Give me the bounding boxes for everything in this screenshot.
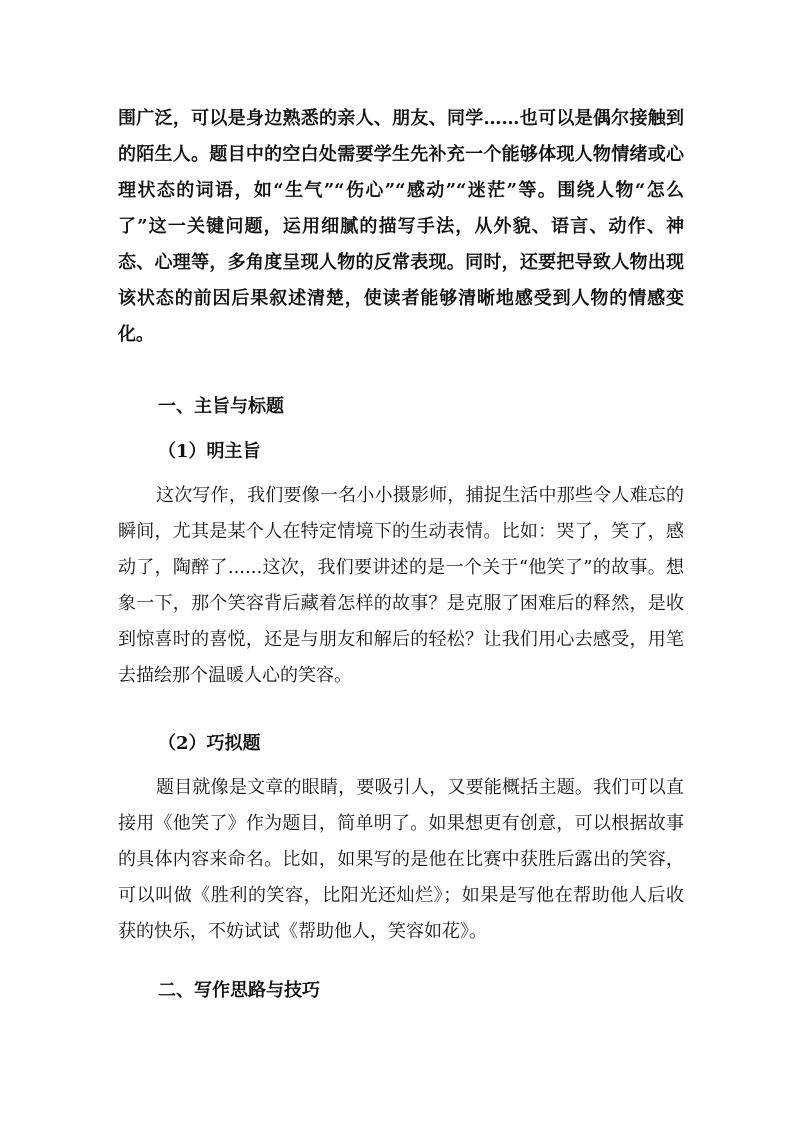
section-heading-writing-ideas: 二、写作思路与技巧 — [158, 980, 320, 1001]
title-paragraph: 题目就像是文章的眼睛，要吸引人，又要能概括主题。我们可以直接用《他笑了》作为题目，简单明了。如果想更有创意，可以根据故事的具体内容来命名。比如，如果写的是他在比赛中获胜后露出的笑容，可以叫做《胜利的笑容，比阳光还灿烂》；如果是写他在帮助他人后收获的快乐，不妨试试《帮助他人，笑容如花》。 — [118, 777, 684, 942]
subheading-draft-title: （2）巧拟题 — [158, 733, 261, 754]
intro-paragraph: 围广泛，可以是身边熟悉的亲人、朋友、同学……也可以是偶尔接触到的陌生人。题目中的空白处需要学生先补充一个能够体现人物情绪或心理状态的词语，如“生气”“伤心”“感动”“迷茫”等。围绕人物“怎么了”这一关键问题，运用细腻的描写手法，从外貌、语言、动作、神态、心理等，多角度呈现人物的反常表现。同时，还要把导致人物出现该状态的前因后果叙述清楚，使读者能够清晰地感受到人物的情感变化。 — [118, 108, 684, 345]
subheading-clarify-theme: （1）明主旨 — [158, 441, 261, 462]
theme-paragraph: 这次写作，我们要像一名小小摄影师，捕捉生活中那些令人难忘的瞬间，尤其是某个人在特定情境下的生动表情。比如：哭了，笑了，感动了，陶醉了......这次，我们要讲述的是一个关于“他笑了”的故事。想象一下，那个笑容背后藏着怎样的故事？是克服了困难后的释然，是收到惊喜时的喜悦，还是与朋友和解后的轻松？让我们用心去感受，用笔去描绘那个温暖人心的笑容。 — [118, 485, 684, 686]
section-heading-theme-and-title: 一、主旨与标题 — [158, 396, 284, 417]
